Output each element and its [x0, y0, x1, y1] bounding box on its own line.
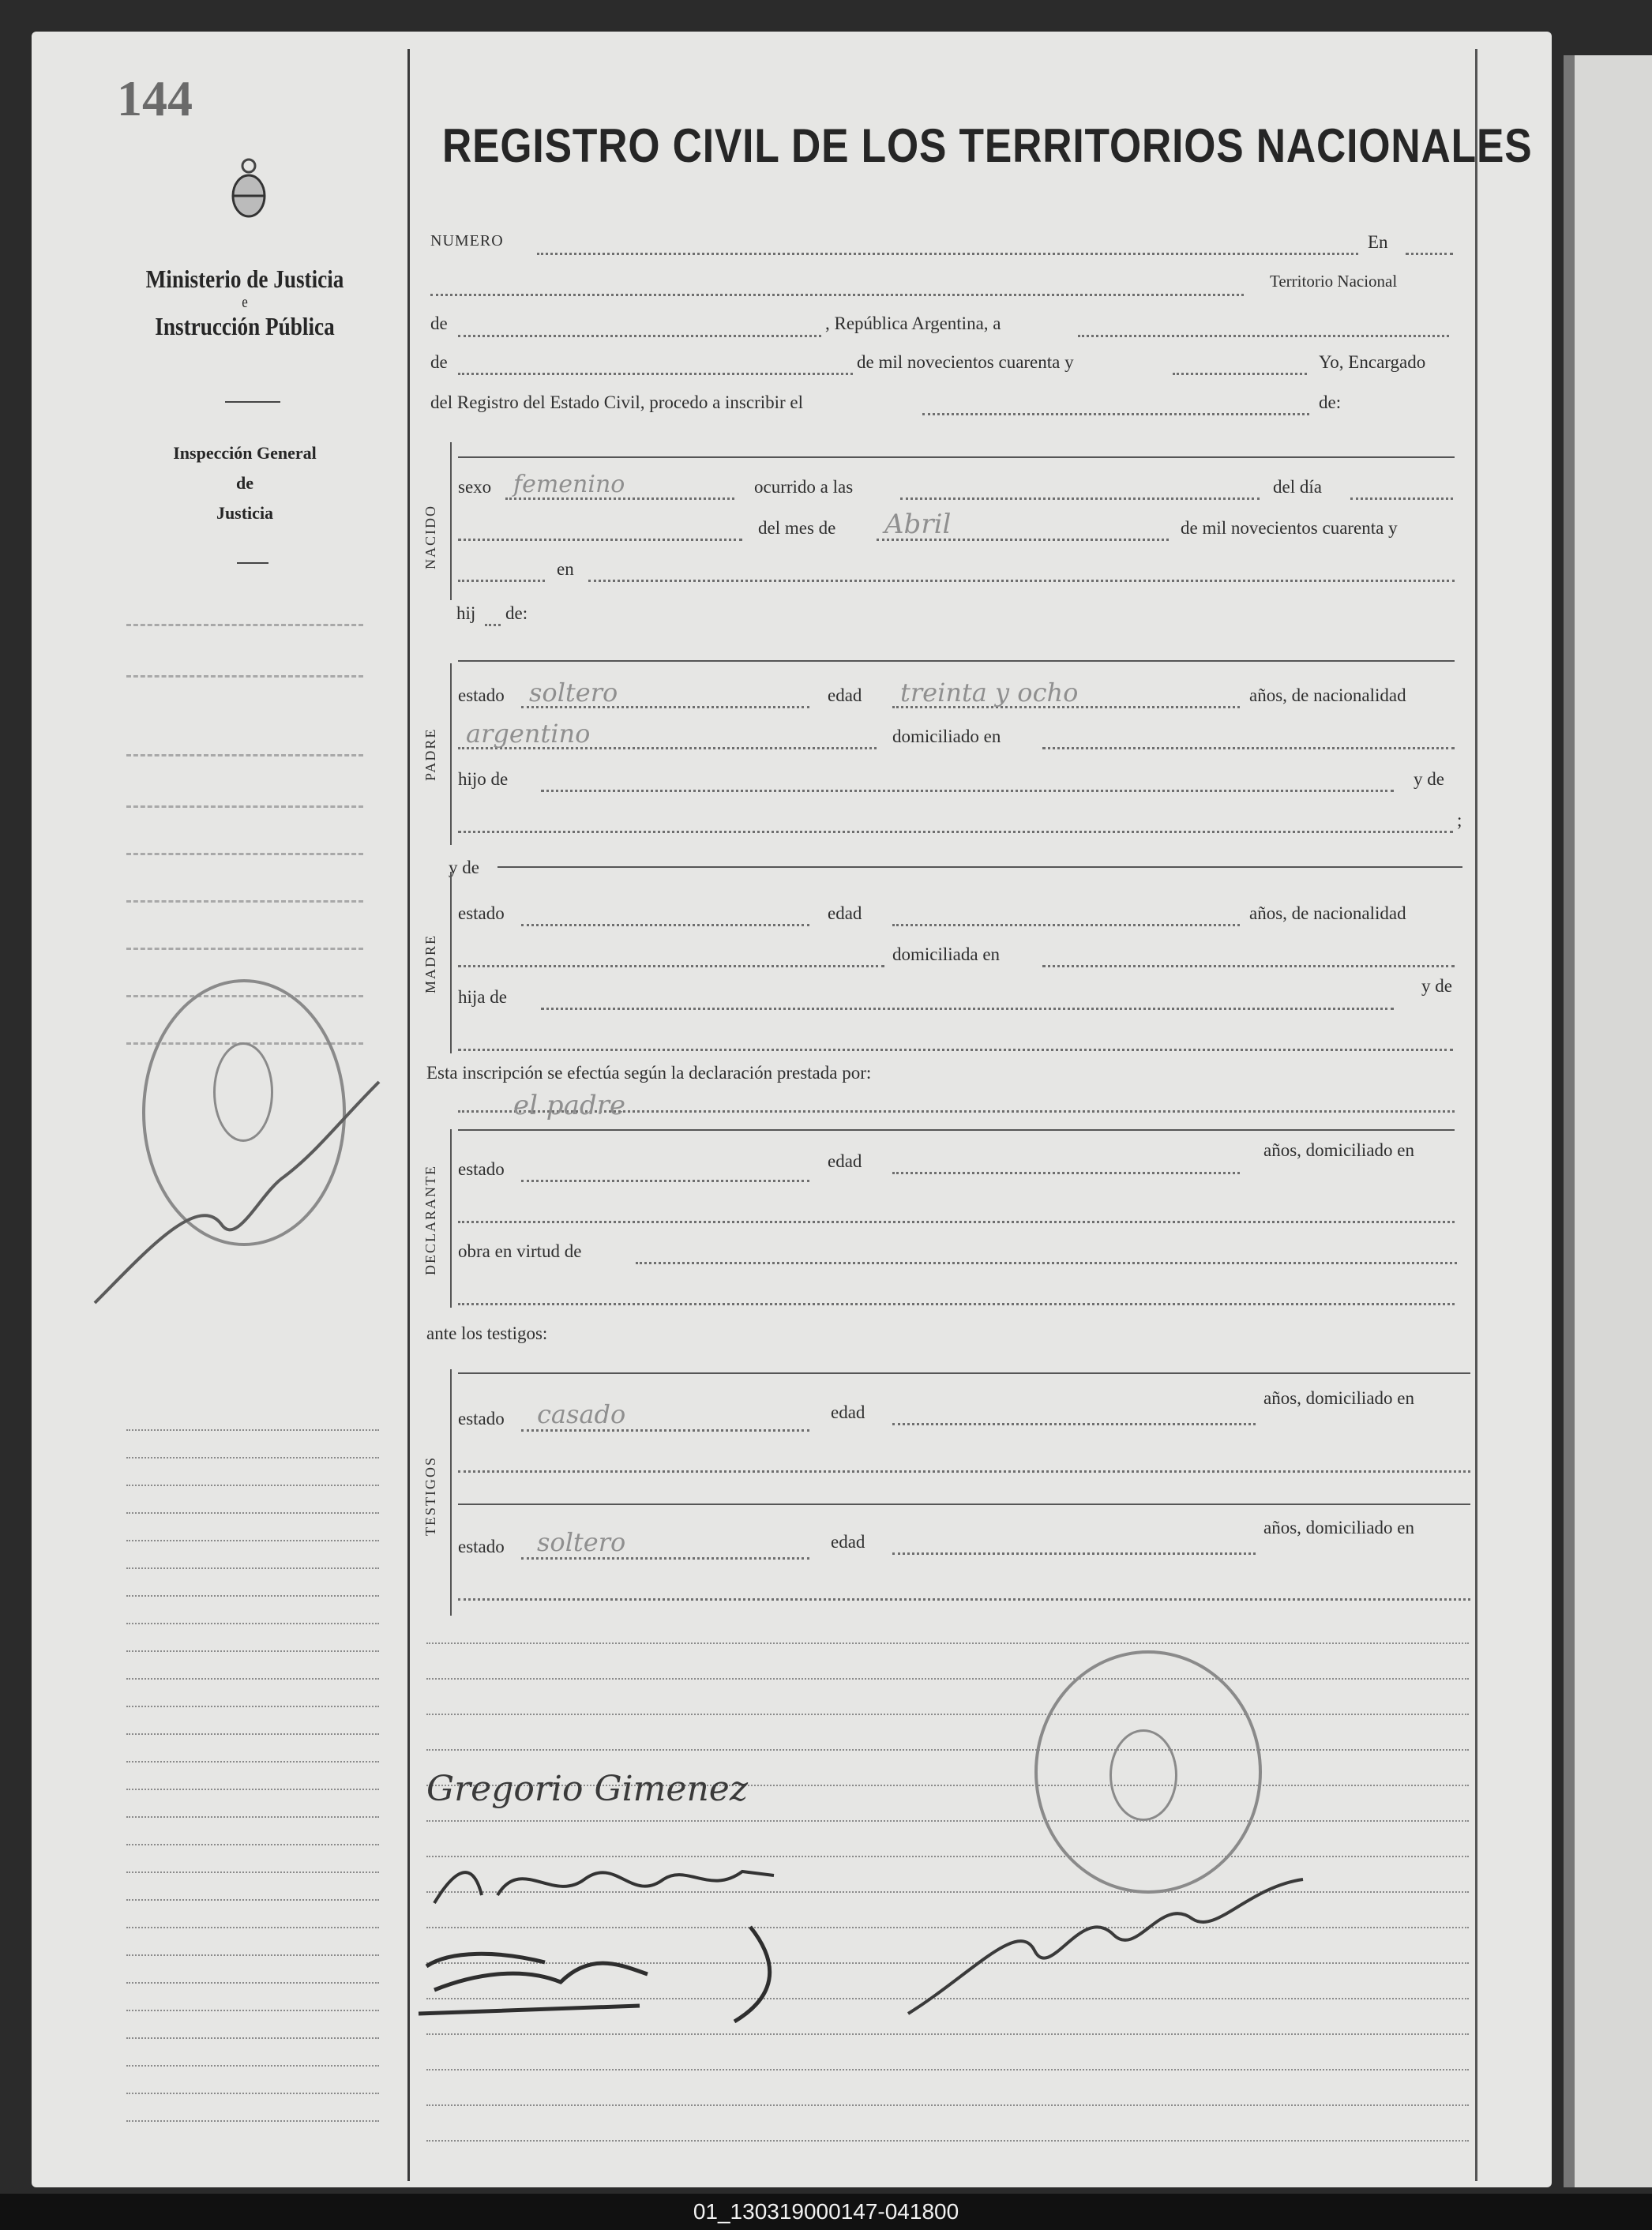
label-ocurrido: ocurrido a las: [754, 477, 854, 497]
label-yo: Yo, Encargado: [1319, 352, 1426, 372]
signature-4: [877, 1856, 1319, 2029]
right-frame-line: [1475, 49, 1477, 2181]
field-declarante-domicilio: [458, 1221, 1455, 1223]
padre-name-line: [458, 660, 1455, 662]
hw-declarante-nombre: el padre: [513, 1090, 625, 1121]
field-madre-hija: [541, 1008, 1394, 1010]
field-obra: [636, 1262, 1457, 1264]
field-testigo2-estado: [521, 1557, 809, 1560]
signature-1: Gregorio Gimenez: [426, 1769, 748, 1809]
label-madre-estado: estado: [458, 903, 505, 923]
side-label-declarante: DECLARANTE: [422, 1165, 438, 1275]
field-territorio: [458, 335, 821, 337]
label-testigo1-anos: años, domiciliado en: [1263, 1388, 1414, 1408]
coat-of-arms-icon: [229, 158, 268, 221]
declarante-bracket: [450, 1129, 460, 1308]
label-testigo2-estado: estado: [458, 1537, 505, 1556]
label-padre-anos: años, de nacionalidad: [1249, 685, 1406, 705]
label-obra: obra en virtud de: [458, 1241, 582, 1261]
declarante-line: [458, 1129, 1455, 1131]
label-registro: del Registro del Estado Civil, procedo a inscribir el: [430, 392, 804, 412]
field-madre-yde: [458, 1049, 1453, 1051]
field-testigo2-domicilio: [458, 1598, 1470, 1601]
field-en: [1406, 253, 1453, 255]
ministry-line2: e: [242, 294, 248, 311]
inspection-rule: [237, 562, 268, 564]
field-testigo1-edad: [892, 1423, 1256, 1425]
label-madre-edad: edad: [828, 903, 862, 923]
testigos-bracket: [450, 1369, 460, 1616]
label-madre-anos: años, de nacionalidad: [1249, 903, 1406, 923]
field-madre-nacionalidad: [458, 965, 884, 967]
hw-mes: Abril: [884, 509, 952, 540]
page-number: 144: [117, 70, 193, 126]
hw-padre-nacionalidad: argentino: [466, 719, 591, 749]
field-madre-estado: [521, 924, 809, 926]
field-testigo1-estado: [521, 1429, 809, 1432]
label-de-colon: de:: [1319, 392, 1342, 412]
signature-2: [426, 1848, 798, 1919]
label-del-dia: del día: [1273, 477, 1322, 497]
field-madre-domicilio: [1042, 965, 1455, 967]
inspection-line3: Justicia: [216, 503, 274, 523]
label-madre-hija: hija de: [458, 987, 507, 1007]
label-padre-edad: edad: [828, 685, 862, 705]
testigo2-name-line: [458, 1504, 1470, 1505]
madre-bracket: [450, 872, 460, 1053]
label-testigo1-estado: estado: [458, 1409, 505, 1428]
field-dia-nac-cont: [458, 539, 742, 541]
page-title: REGISTRO CIVIL DE LOS TERRITORIOS NACIONALES: [442, 119, 1533, 172]
label-en: En: [1368, 232, 1388, 252]
label-en-nac: en: [557, 559, 574, 579]
field-declarante-edad: [892, 1172, 1240, 1174]
label-madre-domiciliada: domiciliada en: [892, 944, 1001, 964]
ministry-name: [111, 265, 379, 341]
label-numero: NUMERO: [430, 232, 504, 250]
label-hij-de: de:: [505, 603, 528, 623]
signature-margin: [79, 1050, 411, 1335]
seal-coat-of-arms-icon-right: [1109, 1729, 1177, 1821]
book-gutter: [1564, 55, 1575, 2187]
field-dia: [1078, 335, 1449, 337]
field-padre-hijo: [541, 790, 1394, 792]
label-testigo2-anos: años, domiciliado en: [1263, 1518, 1414, 1537]
testigos-intro: ante los testigos:: [426, 1323, 548, 1343]
ministry-rule: [225, 401, 280, 403]
label-sexo: sexo: [458, 477, 492, 497]
ministry-line1: Ministerio de Justicia: [145, 265, 344, 293]
field-declarante-estado: [521, 1180, 809, 1182]
inspection-name: [87, 438, 403, 528]
field-numero-cont: [430, 294, 1244, 296]
label-territorio: Territorio Nacional: [1270, 272, 1398, 291]
label-madre-yde: y de: [449, 858, 479, 877]
label-padre-domiciliado: domiciliado en: [892, 726, 1001, 746]
label-padre-semicolon: ;: [1457, 810, 1462, 830]
field-padre-yde: [458, 831, 1453, 833]
label-declarante-anos: años, domiciliado en: [1263, 1140, 1414, 1160]
hw-padre-estado: soltero: [529, 678, 618, 708]
label-mil: de mil novecientos cuarenta y: [857, 352, 1074, 372]
hw-sexo: femenino: [513, 471, 625, 498]
label-del-mes: del mes de: [758, 518, 836, 538]
field-testigo2-edad: [892, 1552, 1256, 1555]
field-dia-nac: [1350, 497, 1453, 500]
ministry-line3: Instrucción Pública: [155, 312, 335, 340]
field-anio: [1173, 373, 1307, 375]
adjacent-page: [1564, 55, 1652, 2187]
declaracion-text: Esta inscripción se efectúa según la declaración prestada por:: [426, 1063, 872, 1083]
field-inscribir: [922, 413, 1309, 415]
nacido-name-line: [458, 456, 1455, 458]
field-mes: [458, 373, 853, 375]
image-identifier-footer: 01_130319000147-041800: [0, 2194, 1652, 2230]
side-label-madre: MADRE: [422, 933, 438, 993]
field-numero: [537, 253, 1358, 255]
label-testigo1-edad: edad: [831, 1402, 865, 1422]
label-padre-estado: estado: [458, 685, 505, 705]
label-republica: , República Argentina, a: [825, 313, 1001, 333]
hw-testigo1-estado: casado: [537, 1399, 626, 1429]
label-declarante-edad: edad: [828, 1151, 862, 1171]
field-madre-edad: [892, 924, 1240, 926]
testigo1-name-line: [458, 1372, 1470, 1374]
label-madre-yde2: y de: [1421, 976, 1452, 996]
field-testigo1-domicilio: [458, 1470, 1470, 1473]
label-de-1: de: [430, 313, 448, 333]
label-padre-yde: y de: [1414, 769, 1444, 789]
label-padre-hijo: hijo de: [458, 769, 509, 789]
field-anio-nac: [458, 580, 545, 582]
nacido-bracket: [450, 442, 460, 600]
side-label-padre: PADRE: [422, 727, 438, 781]
signature-3: [403, 1919, 798, 2029]
label-de-2: de: [430, 352, 448, 372]
inspection-line1: Inspección General: [173, 443, 317, 463]
hw-testigo2-estado: soltero: [537, 1527, 626, 1557]
side-label-nacido: NACIDO: [422, 505, 438, 569]
field-lugar-nac: [588, 580, 1455, 582]
field-hij: [485, 624, 501, 626]
field-obra-cont: [458, 1303, 1455, 1305]
field-padre-domicilio: [1042, 747, 1455, 749]
label-declarante-estado: estado: [458, 1159, 505, 1179]
label-testigo2-edad: edad: [831, 1532, 865, 1552]
field-hora: [900, 497, 1260, 500]
hw-padre-edad: treinta y ocho: [900, 678, 1079, 708]
madre-name-line: [497, 866, 1462, 868]
label-mil-nac: de mil novecientos cuarenta y: [1181, 518, 1398, 538]
side-label-testigos: TESTIGOS: [422, 1456, 438, 1537]
label-hij: hij: [456, 603, 476, 623]
inspection-line2: de: [236, 473, 253, 493]
